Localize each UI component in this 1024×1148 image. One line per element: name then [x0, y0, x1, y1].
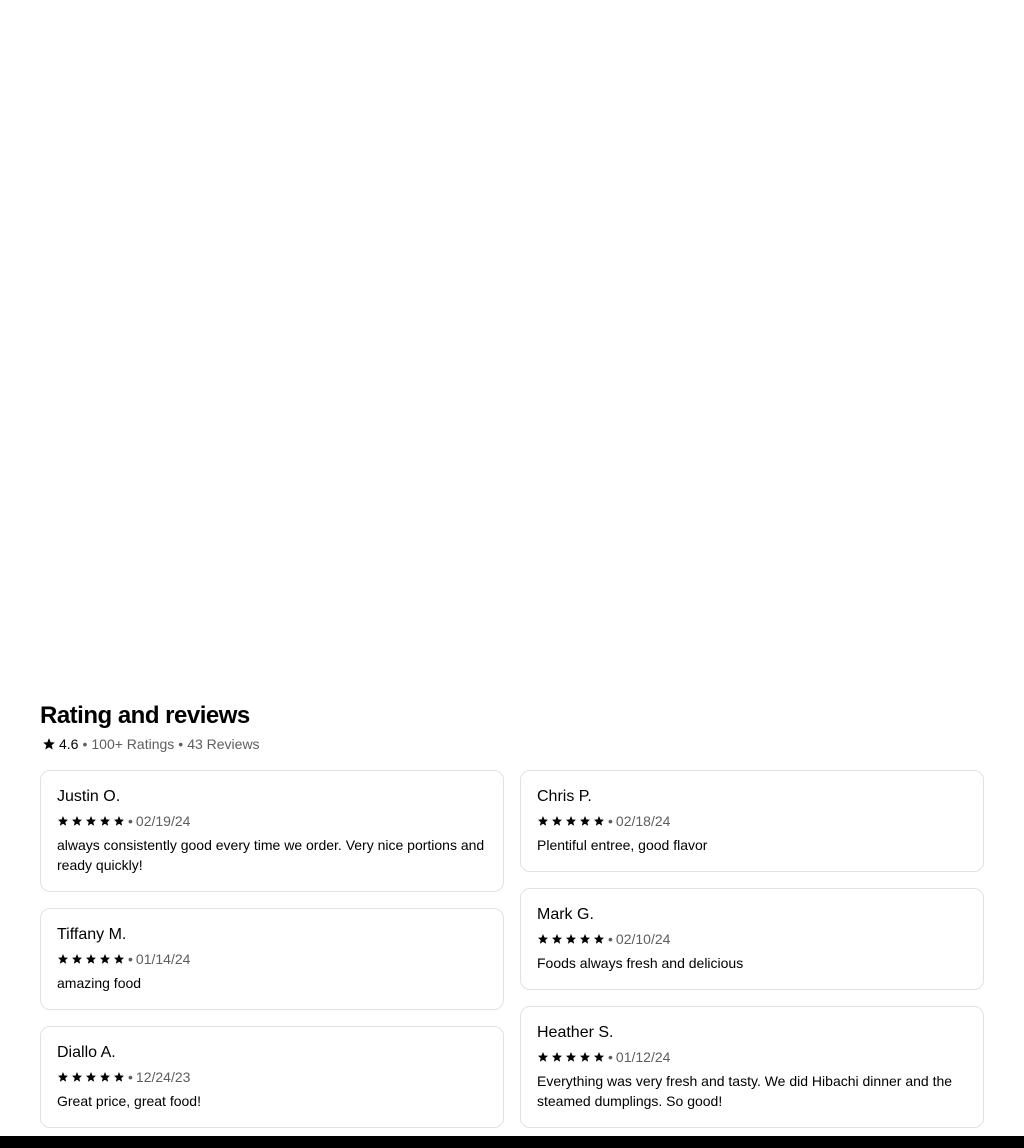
review-text: Plentiful entree, good flavor [537, 837, 708, 853]
star-icon [85, 1071, 97, 1083]
star-icon [579, 815, 591, 827]
review-card [40, 1026, 504, 1128]
star-icon [99, 953, 111, 965]
star-icon [579, 933, 591, 945]
separator-dot: • [608, 931, 613, 947]
reviewer-name: Tiffany M. [57, 926, 127, 943]
review-meta [57, 1067, 487, 1087]
review-card [40, 770, 504, 892]
star-icon [537, 933, 549, 945]
reviews-count: 43 Reviews [187, 736, 260, 752]
star-icon [113, 815, 125, 827]
ratings-reviews-section [40, 700, 984, 1128]
star-icon [565, 933, 577, 945]
star-icon [593, 933, 605, 945]
star-rating [57, 815, 125, 827]
review-date: 01/14/24 [135, 951, 191, 967]
review-meta [57, 949, 487, 969]
section-title: Rating and reviews [40, 702, 250, 729]
review-card [520, 770, 984, 872]
review-text: Foods always fresh and delicious [537, 955, 744, 971]
star-icon [57, 815, 69, 827]
review-meta [537, 1047, 967, 1067]
star-icon [551, 1051, 563, 1063]
star-icon [551, 815, 563, 827]
review-date: 02/18/24 [615, 813, 671, 829]
reviewer-name: Diallo A. [57, 1044, 116, 1061]
star-icon [579, 1051, 591, 1063]
star-rating [57, 953, 125, 965]
star-icon [99, 815, 111, 827]
star-icon [57, 1071, 69, 1083]
star-icon [57, 953, 69, 965]
star-icon [593, 1051, 605, 1063]
bottom-bar [0, 1136, 1024, 1148]
review-date: 12/24/23 [135, 1069, 191, 1085]
star-icon [42, 737, 56, 751]
separator-dot: • [128, 813, 133, 829]
separator-dot: • [608, 813, 613, 829]
star-icon [113, 1071, 125, 1083]
star-rating [57, 1071, 125, 1083]
star-rating [537, 1051, 605, 1063]
review-card [40, 908, 504, 1010]
review-text: Great price, great food! [57, 1093, 201, 1109]
separator-dot: • [128, 951, 133, 967]
separator-dot: • [82, 736, 88, 752]
ratings-count: 100+ Ratings [91, 736, 175, 752]
star-icon [565, 815, 577, 827]
review-text: always consistently good every time we order. Very nice portions and ready quickly! [57, 837, 485, 873]
star-rating [537, 933, 605, 945]
separator-dot: • [178, 736, 184, 752]
review-meta [57, 811, 487, 831]
star-icon [71, 815, 83, 827]
star-icon [551, 933, 563, 945]
reviewer-name: Heather S. [537, 1024, 614, 1041]
separator-dot: • [608, 1049, 613, 1065]
review-meta [537, 811, 967, 831]
rating-summary [40, 734, 984, 754]
star-icon [85, 953, 97, 965]
review-date: 02/19/24 [135, 813, 191, 829]
reviews-grid [40, 770, 984, 1128]
reviewer-name: Mark G. [537, 906, 594, 923]
reviews-column-left [40, 770, 504, 1128]
separator-dot: • [128, 1069, 133, 1085]
review-text: amazing food [57, 975, 142, 991]
review-card [520, 888, 984, 990]
reviewer-name: Justin O. [57, 788, 121, 805]
star-icon [565, 1051, 577, 1063]
star-icon [113, 953, 125, 965]
review-date: 02/10/24 [615, 931, 671, 947]
reviewer-name: Chris P. [537, 788, 592, 805]
star-rating [537, 815, 605, 827]
review-meta [537, 929, 967, 949]
star-icon [537, 815, 549, 827]
review-card [520, 1006, 984, 1128]
star-icon [71, 953, 83, 965]
star-icon [85, 815, 97, 827]
star-icon [99, 1071, 111, 1083]
reviews-column-right [520, 770, 984, 1128]
star-icon [593, 815, 605, 827]
review-date: 01/12/24 [615, 1049, 671, 1065]
review-text: Everything was very fresh and tasty. We did Hibachi dinner and the steamed dumplings. So good! [537, 1073, 953, 1109]
average-rating: 4.6 [59, 736, 79, 752]
star-icon [71, 1071, 83, 1083]
star-icon [537, 1051, 549, 1063]
